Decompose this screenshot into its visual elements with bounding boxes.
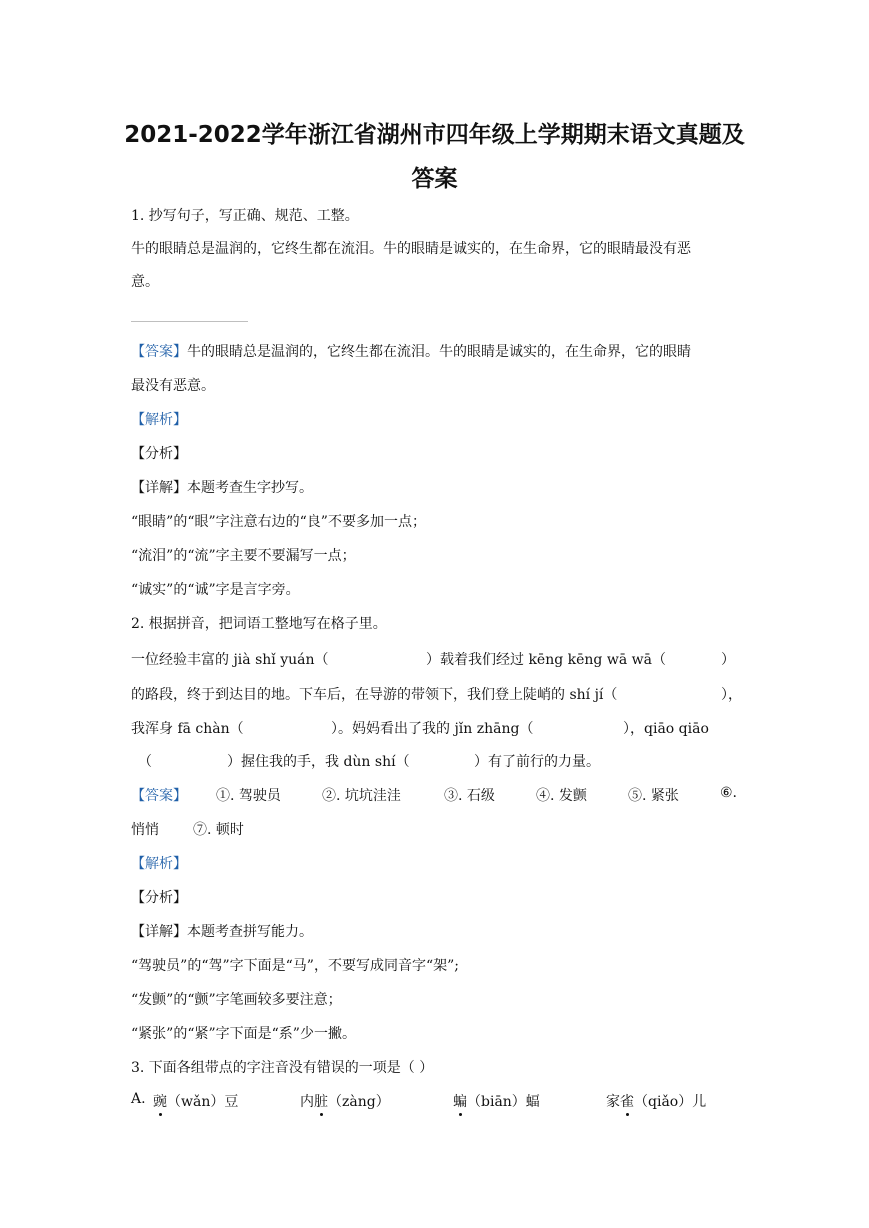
detail-tag: 【详解】 — [131, 480, 187, 496]
q3-option-a-item1 — [153, 1091, 238, 1111]
q2-row3-b: ）。妈妈看出了我的 jǐn zhāng（ — [331, 721, 534, 737]
q1-detail — [131, 477, 313, 497]
q2-answer-5: ⑤. 紧张 — [628, 788, 679, 804]
q1-note2: “流泪”的“流”字主要不要漏写一点； — [131, 548, 356, 564]
q1-fenxi: 【分析】 — [131, 446, 187, 462]
dotted-char: 脏 — [314, 1091, 328, 1111]
q3-option-a-label: A. — [131, 1091, 146, 1107]
dotted-char: 雀 — [620, 1091, 634, 1111]
q1-answer-line2: 最没有恶意。 — [131, 378, 215, 394]
q3-prompt: 3. 下面各组带点的字注音没有错误的一项是（ ） — [131, 1060, 434, 1076]
q2-row1-a: 一位经验丰富的 jià shǐ yuán（ — [131, 652, 329, 668]
q2-answer-7: ⑦. 顿时 — [193, 822, 244, 838]
q1-note1: “眼睛”的“眼”字注意右边的“良”不要多加一点； — [131, 514, 426, 530]
dotted-char: 豌 — [153, 1091, 167, 1111]
pinyin-text: （biān）蝠 — [467, 1094, 540, 1110]
q2-row3-a: 我浑身 fā chàn（ — [131, 721, 244, 737]
q3-option-a-item2 — [300, 1091, 390, 1111]
pinyin-text: （qiǎo）儿 — [634, 1094, 707, 1110]
q2-detail-text: 本题考查拼写能力。 — [187, 924, 313, 940]
q1-note3: “诚实”的“诚”字是言字旁。 — [131, 582, 300, 598]
document-title-line2: 答案 — [411, 166, 458, 192]
q2-row4-c: ）有了前行的力量。 — [474, 754, 600, 770]
pinyin-text: （wǎn）豆 — [167, 1094, 239, 1110]
q2-row4-a: （ — [138, 754, 152, 770]
q1-detail-text: 本题考查生字抄写。 — [187, 480, 313, 496]
q2-row1-c: ） — [721, 652, 735, 668]
q2-note2: “发颤”的“颤”字笔画较多要注意； — [131, 992, 342, 1008]
q2-row2-b: ）， — [721, 687, 742, 703]
q1-analysis-tag: 【解析】 — [131, 412, 187, 428]
q2-fenxi: 【分析】 — [131, 890, 187, 906]
q2-analysis-tag: 【解析】 — [131, 856, 187, 872]
q3-option-a-item4 — [606, 1091, 706, 1111]
q1-prompt: 1. 抄写句子，写正确、规范、工整。 — [131, 208, 359, 224]
q2-note1: “驾驶员”的“驾”字下面是“马”，不要写成同音字“架”; — [131, 958, 459, 974]
q1-text-line2: 意。 — [131, 274, 159, 290]
detail-tag: 【详解】 — [131, 924, 187, 940]
q2-row1-b: ）载着我们经过 kēng kēng wā wā（ — [426, 652, 666, 668]
q2-note3: “紧张”的“紧”字下面是“系”少一撇。 — [131, 1026, 356, 1042]
document-title-line1: 2021-2022学年浙江省湖州市四年级上学期期末语文真题及 — [124, 122, 745, 148]
q2-answer-1: ①. 驾驶员 — [216, 788, 281, 804]
q1-answer-text: 牛的眼睛总是温润的，它终生都在流泪。牛的眼睛是诚实的，在生命界，它的眼睛 — [187, 344, 691, 360]
q2-answer-6-word: 悄悄 — [131, 822, 159, 838]
q2-prompt: 2. 根据拼音，把词语工整地写在格子里。 — [131, 616, 387, 632]
plain-char: 家 — [606, 1094, 620, 1110]
answer-separator — [131, 321, 248, 322]
q2-row2-a: 的路段，终于到达目的地。下车后，在导游的带领下，我们登上陡峭的 shí jí（ — [131, 687, 618, 703]
answer-tag: 【答案】 — [131, 344, 187, 360]
q3-option-a-item3 — [453, 1091, 540, 1111]
q1-text-line1: 牛的眼睛总是温润的，它终生都在流泪。牛的眼睛是诚实的，在生命界，它的眼睛最没有恶 — [131, 241, 691, 257]
q2-row3-c: ），qiāo qiāo — [623, 721, 709, 737]
q2-answer-6: ⑥. — [720, 785, 738, 801]
q2-answer-tag: 【答案】 — [131, 788, 187, 804]
q2-detail — [131, 921, 313, 941]
q2-answer-3: ③. 石级 — [444, 788, 495, 804]
pinyin-text: （zàng） — [328, 1094, 390, 1110]
q2-row4-b: ）握住我的手，我 dùn shí（ — [227, 754, 410, 770]
q2-answer-2: ②. 坑坑洼洼 — [322, 788, 401, 804]
q1-answer-line1 — [131, 341, 691, 361]
q2-answer-4: ④. 发颤 — [536, 788, 587, 804]
plain-char: 内 — [300, 1094, 314, 1110]
dotted-char: 蝙 — [453, 1091, 467, 1111]
